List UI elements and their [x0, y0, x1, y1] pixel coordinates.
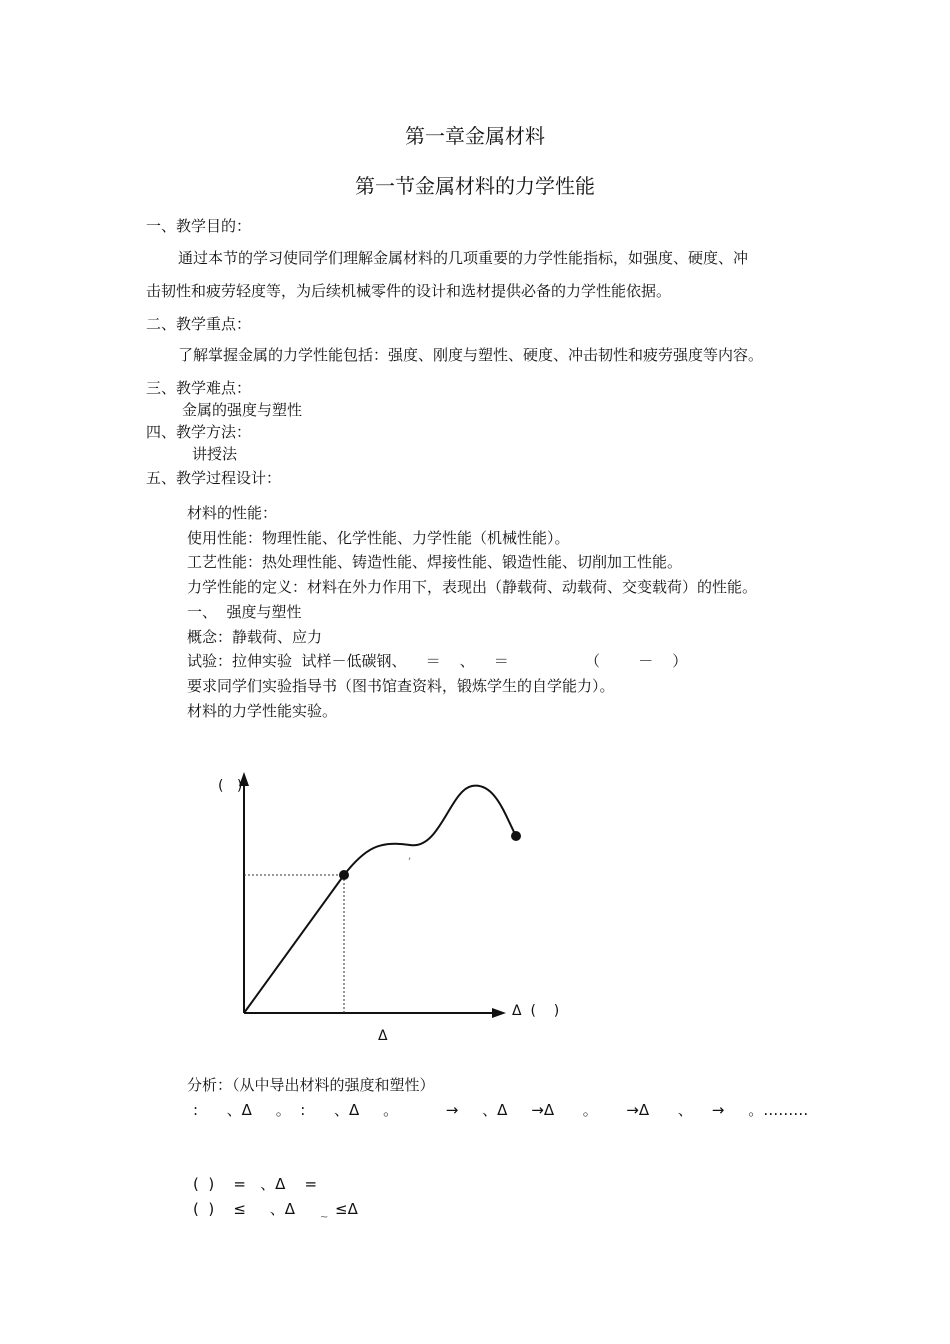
process-line: 材料的性能： [187, 504, 278, 522]
x-axis-arrow-icon [492, 1008, 506, 1018]
process-line: 工艺性能：热处理性能、铸造性能、焊接性能、锻造性能、切削加工性能。 [187, 553, 683, 571]
process-line: 一、 强度与塑性 [187, 603, 302, 621]
process-line: 使用性能：物理性能、化学性能、力学性能（机械性能）。 [187, 529, 570, 547]
process-line: 概念：静载荷、应力 [187, 628, 323, 646]
formula-tilde: ~ [320, 1212, 329, 1223]
fracture-point [511, 831, 521, 841]
objective-heading: 一、教学目的： [146, 217, 252, 235]
formula-line-2-end: ≤Δ [335, 1200, 358, 1218]
x-marker-label: Δ [378, 1028, 388, 1044]
analysis-line: : 、Δ 。 : 、Δ 。 → 、Δ →Δ 。 →Δ 、 → 。……… [193, 1101, 809, 1119]
elastic-line [244, 875, 344, 1013]
stress-strain-curve [344, 786, 516, 875]
objective-line-2: 击韧性和疲劳轻度等，为后续机械零件的设计和选材提供必备的力学性能依据。 [146, 282, 672, 300]
key-heading: 二、教学重点： [146, 315, 252, 333]
section-title: 第一节金属材料的力学性能 [355, 174, 595, 198]
process-line: 试验：拉伸实验 试样－低碳钢、 ＝ 、 ＝ （ － ） [187, 652, 688, 670]
method-heading: 四、教学方法： [146, 423, 252, 441]
process-heading: 五、教学过程设计： [146, 469, 282, 487]
yield-point [339, 870, 349, 880]
difficulty-text: 金属的强度与塑性 [182, 401, 303, 419]
x-axis-label: Δ ( ) [512, 1003, 560, 1019]
process-line: 材料的力学性能实验。 [187, 702, 338, 720]
process-line: 要求同学们实验指导书（图书馆查资料，锻炼学生的自学能力）。 [187, 677, 615, 695]
analysis-heading: 分析：（从中导出材料的强度和塑性） [187, 1076, 435, 1094]
method-text: 讲授法 [192, 445, 238, 463]
tick-mark: , [408, 851, 412, 862]
difficulty-heading: 三、教学难点： [146, 379, 252, 397]
key-text: 了解掌握金属的力学性能包括：强度、刚度与塑性、硬度、冲击韧性和疲劳强度等内容。 [178, 346, 764, 364]
formula-line-2: ( ) ≤ 、Δ [193, 1200, 295, 1218]
process-line: 力学性能的定义：材料在外力作用下，表现出（静载荷、动载荷、交变载荷）的性能。 [187, 578, 758, 596]
y-axis-label: ( ) [218, 778, 243, 794]
chapter-title: 第一章金属材料 [405, 124, 545, 148]
formula-line-1: ( ) = 、Δ = [193, 1175, 318, 1193]
objective-line-1: 通过本节的学习使同学们理解金属材料的几项重要的力学性能指标，如强度、硬度、冲 [178, 249, 749, 267]
